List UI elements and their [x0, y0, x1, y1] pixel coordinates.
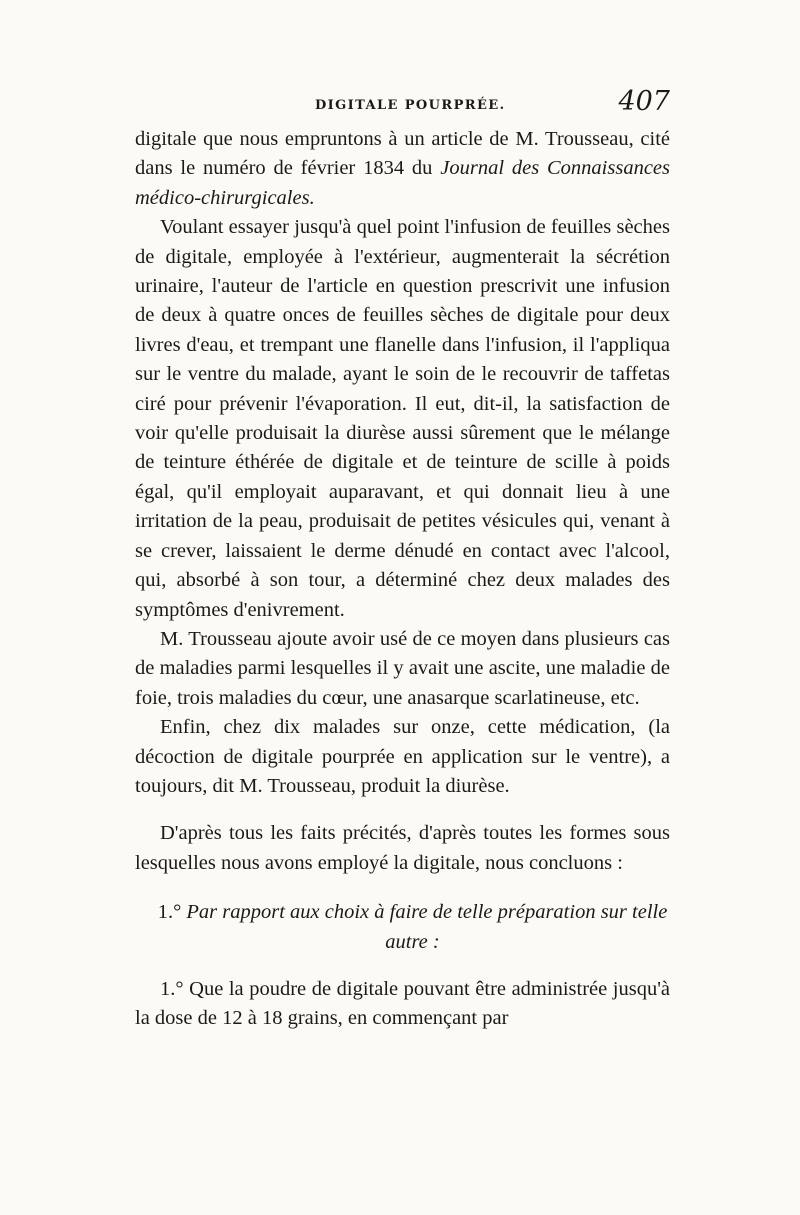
paragraph-3: M. Trousseau ajoute avoir usé de ce moyen dans plusieurs cas de maladies parmi lesquelles il y avait une ascite, une maladie de foie, trois maladies du cœur, une anasarque scarlatineuse, etc. — [135, 627, 670, 709]
body-text — [135, 125, 670, 1034]
section-heading-text: Par rapport aux choix à faire de telle préparation sur telle autre : — [186, 901, 668, 953]
paragraph-4: Enfin, chez dix malades sur onze, cette médication, (la décoction de digitale pourprée en application sur le ventre), a toujours, dit M. Trousseau, produit la diurèse. — [135, 716, 670, 797]
journal-title: Journal des Connaissances médico-chirurgicales. — [135, 157, 670, 209]
paragraph-1 — [135, 125, 670, 213]
paragraph-5: D'après tous les faits précités, d'après toutes les formes sous lesquelles nous avons employé la digitale, nous concluons : — [135, 822, 670, 874]
section-heading-number: 1.° — [157, 901, 182, 924]
page-header — [135, 88, 670, 128]
running-title: DIGITALE POURPRÉE. — [315, 98, 506, 113]
paragraph-6: 1.° Que la poudre de digitale pouvant être administrée jusqu'à la dose de 12 à 18 grains, en commençant par — [135, 977, 670, 1030]
page-number: 407 — [618, 86, 670, 117]
paragraph-1-text: digitale que nous empruntons à un article de M. Trousseau, cité dans le numéro de février 1834 du — [135, 128, 670, 180]
section-heading — [135, 898, 670, 957]
paragraph-2: Voulant essayer jusqu'à quel point l'infusion de feuilles sèches de digitale, employée à l'extérieur, augmenterait la sécrétion urinaire, l'auteur de l'article en question prescrivit une infusion de deux à quatre onces de feuilles sèches de digitale pour deux livres d'eau, et trempant une flanelle dans l'infusion, il l'appliqua sur le ventre du malade, ayant le soin de le recouvrir de taffetas ciré pour prévenir l'évaporation. Il eut, dit-il, la satisfaction de voir qu'elle produisait la diurèse aussi sûrement que le mélange de teinture éthérée de digitale et de teinture de scille à poids égal, qu'il employait auparavant, et qui donnait lieu à une irritation de la peau, produisait de petites vésicules qui, venant à se crever, laissaient le derme dénudé en contact avec l'alcool, qui, absorbé à son tour, a déterminé chez deux malades des symptômes d'enivrement. — [135, 216, 670, 621]
